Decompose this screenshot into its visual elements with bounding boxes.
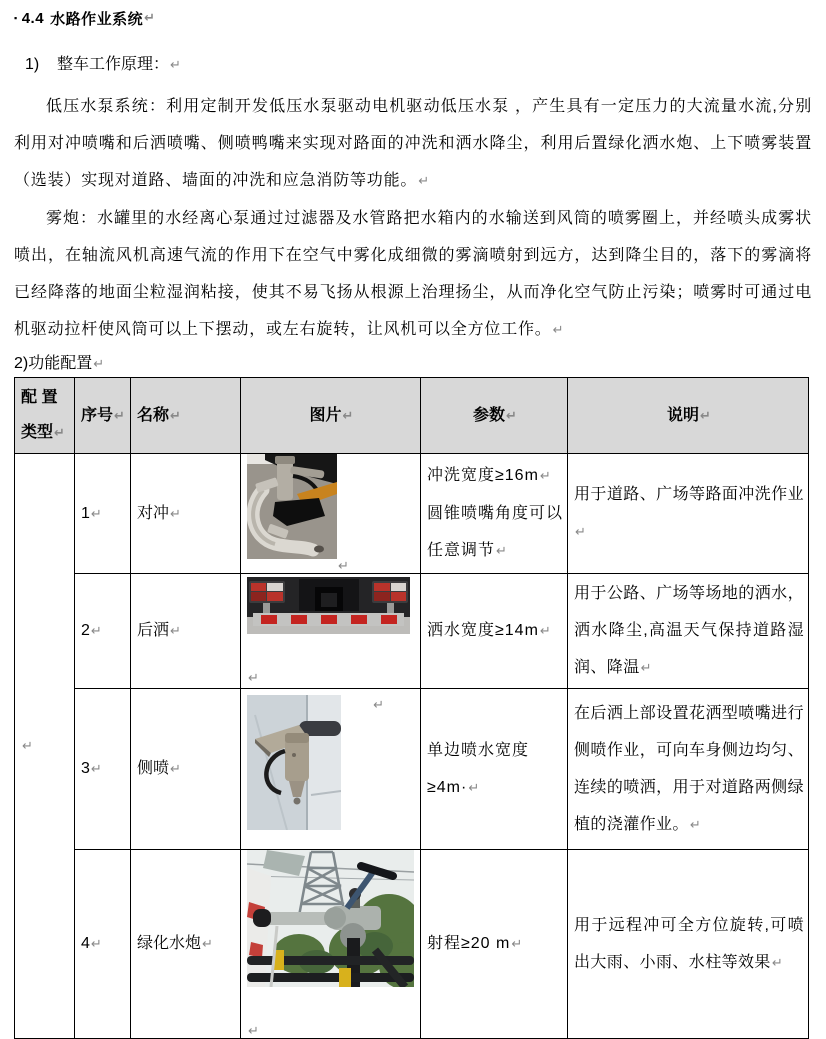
param-line: 射程≥20 m↵ — [427, 935, 523, 952]
paragraph-mark-icon: ↵ — [689, 817, 701, 833]
paragraph-mark-icon: ↵ — [511, 937, 523, 952]
paragraph-mark-icon: ↵ — [93, 357, 105, 372]
paragraph-text: 低压水泵系统：利用定制开发低压水泵驱动电机驱动低压水泵 ，产生具有一定压力的大流量水流,分别利用对冲喷嘴和后洒喷嘴、侧喷鸭嘴来实现对路面的冲洗和洒水降尘，利用后置绿化洒水炮、上下喷雾装置（选装）实现对道路、墙面的冲洗和应急消防等功能。 — [14, 98, 812, 189]
cell-image — [241, 454, 421, 574]
config-type-merged-cell — [15, 454, 75, 1039]
list-label: 2) — [14, 355, 29, 372]
paragraph-mark-icon: ↵ — [539, 624, 551, 639]
paragraph-mark-icon: ↵ — [373, 698, 384, 713]
list-item-working-principle — [14, 51, 812, 71]
paragraph-mark-icon: ↵ — [342, 408, 354, 424]
cell-params — [421, 689, 568, 850]
cell-params — [421, 850, 568, 1039]
cell-image — [241, 850, 421, 1039]
paragraph-mark-icon: ↵ — [575, 525, 586, 540]
cell-name: 对冲↵ — [131, 454, 241, 574]
paragraph-mark-icon: ↵ — [170, 408, 181, 424]
paragraph-mark-icon: ↵ — [552, 323, 564, 338]
paragraph-mark-icon: ↵ — [248, 1024, 259, 1039]
paragraph-mark-icon: ↵ — [338, 559, 349, 574]
paragraph-mark-icon: ↵ — [468, 780, 480, 796]
cell-params — [421, 454, 568, 574]
table-row — [15, 689, 809, 850]
paragraph-mark-icon: ↵ — [496, 544, 507, 559]
list-label: 1) — [25, 56, 40, 73]
paragraph-mark-icon: ↵ — [90, 937, 102, 952]
section-heading — [14, 0, 812, 29]
cell-name: 后洒↵ — [131, 574, 241, 689]
paragraph-mark-icon: ↵ — [700, 408, 711, 424]
paragraph-mark-icon: ↵ — [170, 58, 181, 73]
table-row — [15, 454, 809, 574]
paragraph-mark-icon: ↵ — [90, 624, 102, 639]
param-line: 冲洗宽度≥16m↵ — [427, 467, 551, 484]
cell-name: 绿化水炮↵ — [131, 850, 241, 1039]
paragraph-mark-icon: ↵ — [539, 469, 551, 484]
cell-image — [241, 574, 421, 689]
cell-index: 1↵ — [75, 454, 131, 574]
cell-description: 在后洒上部设置花洒型喷嘴进行侧喷作业，可向车身侧边均匀、连续的喷洒，用于对道路两侧绿植的浇灌作业。↵ — [568, 689, 809, 850]
paragraph-mark-icon: ↵ — [22, 739, 33, 754]
table-row — [15, 574, 809, 689]
param-line: 单边喷水宽度≥4m·↵ — [427, 741, 530, 796]
cell-index: 3↵ — [75, 689, 131, 850]
paragraph-mark-icon: ↵ — [202, 937, 213, 952]
list-title: 功能配置 — [28, 355, 93, 372]
list-title: 整车工作原理： — [57, 56, 170, 73]
paragraph-text: 雾炮：水罐里的水经离心泵通过过滤器及水管路把水箱内的水输送到风筒的喷雾圈上，并经喷头成雾状喷出，在轴流风机高速气流的作用下在空气中雾化成细微的雾滴喷射到远方，达到降尘目的，落下的雾滴将已经降落的地面尘粒湿润粘接，使其不易飞扬从根源上治理扬尘，从而净化空气防止污染；喷雾时可通过电机驱动拉杆使风筒可以上下摆动，或左右旋转，让风机可以全方位工作。 — [14, 210, 812, 338]
table-row — [15, 850, 809, 1039]
paragraph-mark-icon: ↵ — [170, 762, 181, 777]
paragraph-low-pressure-pump — [14, 88, 812, 200]
cell-index: 4↵ — [75, 850, 131, 1039]
front-flush-nozzle-photo — [247, 454, 337, 573]
heading-bullet-icon: ▪ — [14, 12, 18, 23]
paragraph-mark-icon: ↵ — [771, 955, 783, 971]
rear-spray-truck-photo — [247, 577, 410, 648]
header-name: 名称↵ — [131, 378, 241, 454]
header-text: 类型↵ — [21, 424, 65, 441]
header-params: 参数↵ — [421, 378, 568, 454]
header-text: 配 置 — [21, 389, 58, 406]
paragraph-mark-icon: ↵ — [170, 624, 181, 639]
function-config-table — [14, 377, 809, 1039]
paragraph-mark-icon: ↵ — [54, 426, 65, 441]
paragraph-mark-icon: ↵ — [248, 671, 259, 686]
cell-name: 侧喷↵ — [131, 689, 241, 850]
list-item-function-config — [14, 350, 812, 370]
table-header-row — [15, 378, 809, 454]
cell-index: 2↵ — [75, 574, 131, 689]
header-description: 说明↵ — [568, 378, 809, 454]
side-spray-nozzle-photo — [247, 695, 341, 844]
cell-image — [241, 689, 421, 850]
cell-description: 用于远程冲可全方位旋转,可喷出大雨、小雨、水柱等效果↵ — [568, 850, 809, 1039]
paragraph-mark-icon: ↵ — [114, 408, 125, 424]
greening-water-cannon-photo — [247, 850, 414, 1001]
param-line: 洒水宽度≥14m↵ — [427, 622, 551, 639]
paragraph-mark-icon: ↵ — [640, 661, 652, 676]
paragraph-mark-icon: ↵ — [90, 506, 102, 522]
cell-params — [421, 574, 568, 689]
paragraph-mark-icon: ↵ — [90, 762, 102, 777]
paragraph-mark-icon: ↵ — [506, 408, 517, 424]
header-image: 图片↵ — [241, 378, 421, 454]
cell-description: 用于公路、广场等场地的洒水，洒水降尘,高温天气保持道路湿润、降温↵ — [568, 574, 809, 689]
paragraph-mark-icon: ↵ — [418, 174, 430, 189]
cell-description: 用于道路、广场等路面冲洗作业↵ — [568, 454, 809, 574]
header-index: 序号↵ — [75, 378, 131, 454]
heading-title: 水路作业系统 — [50, 10, 144, 28]
heading-number: 4.4 — [21, 9, 45, 27]
header-config-type — [15, 378, 75, 454]
paragraph-mark-icon: ↵ — [170, 506, 181, 522]
paragraph-mark-icon: ↵ — [144, 10, 155, 26]
param-line: 圆锥喷嘴角度可以任意调节↵ — [427, 505, 564, 559]
paragraph-fog-cannon — [14, 200, 812, 349]
